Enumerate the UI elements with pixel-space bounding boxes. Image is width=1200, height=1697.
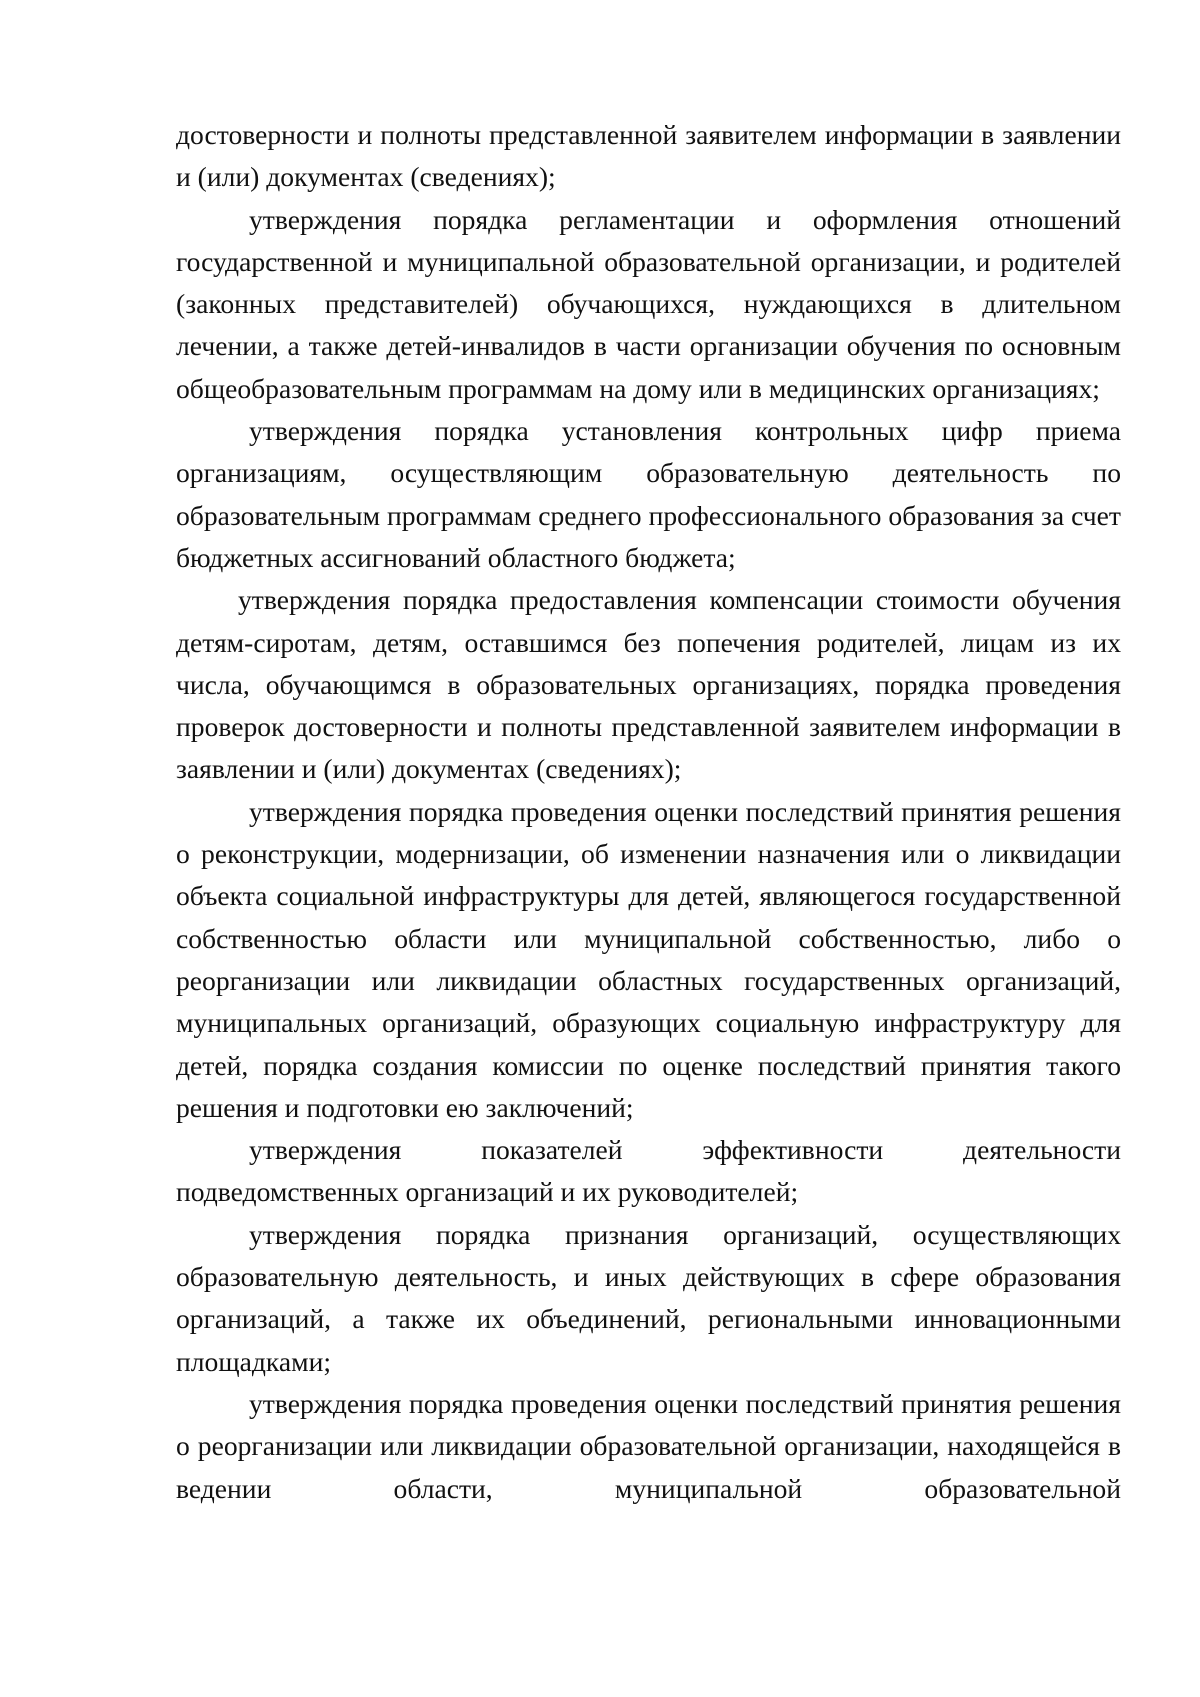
document-body xyxy=(176,114,1121,1510)
paragraph-1: достоверности и полноты представленной заявителем информации в заявлении и (или) документах (сведениях); xyxy=(176,119,1121,193)
paragraph-4: утверждения порядка предоставления компенсации стоимости обучения детям-сиротам, детям, оставшимся без попечения родителей, лицам из их числа, обучающимся в образовательных организациях, порядка проведения проверок достоверности и полноты представленной заявителем информации в заявлении и (или) документах (сведениях); xyxy=(176,584,1121,785)
paragraph-3: утверждения порядка установления контрольных цифр приема организациям, осуществляющим образовательную деятельность по образовательным программам среднего профессионального образования за счет бюджетных ассигнований областного бюджета; xyxy=(176,415,1121,573)
paragraph-5: утверждения порядка проведения оценки последствий принятия решения о реконструкции, модернизации, об изменении назначения или о ликвидации объекта социальной инфраструктуры для детей, являющегося государственной собственностью области или муниципальной собственностью, либо о реорганизации или ликвидации областных государственных организаций, муниципальных организаций, образующих социальную инфраструктуру для детей, порядка создания комиссии по оценке последствий принятия такого решения и подготовки ею заключений; xyxy=(176,795,1121,1123)
paragraph-7: утверждения порядка признания организаций, осуществляющих образовательную деятельность, и иных действующих в сфере образования организаций, а также их объединений, региональными инновационными площадками; xyxy=(176,1218,1121,1377)
paragraph-8: утверждения порядка проведения оценки последствий принятия решения о реорганизации или ликвидации образовательной организации, находящейся в ведении области, муниципальной образовательной xyxy=(176,1387,1121,1504)
paragraph-2: утверждения порядка регламентации и оформления отношений государственной и муниципальной образовательной организации, и родителей (законных представителей) обучающихся, нуждающихся в длительном лечении, а также детей-инвалидов в части организации обучения по основным общеобразовательным программам на дому или в медицинских организациях; xyxy=(176,203,1121,404)
paragraph-6: утверждения показателей эффективности деятельности подведомственных организаций и их руководителей; xyxy=(176,1134,1121,1208)
